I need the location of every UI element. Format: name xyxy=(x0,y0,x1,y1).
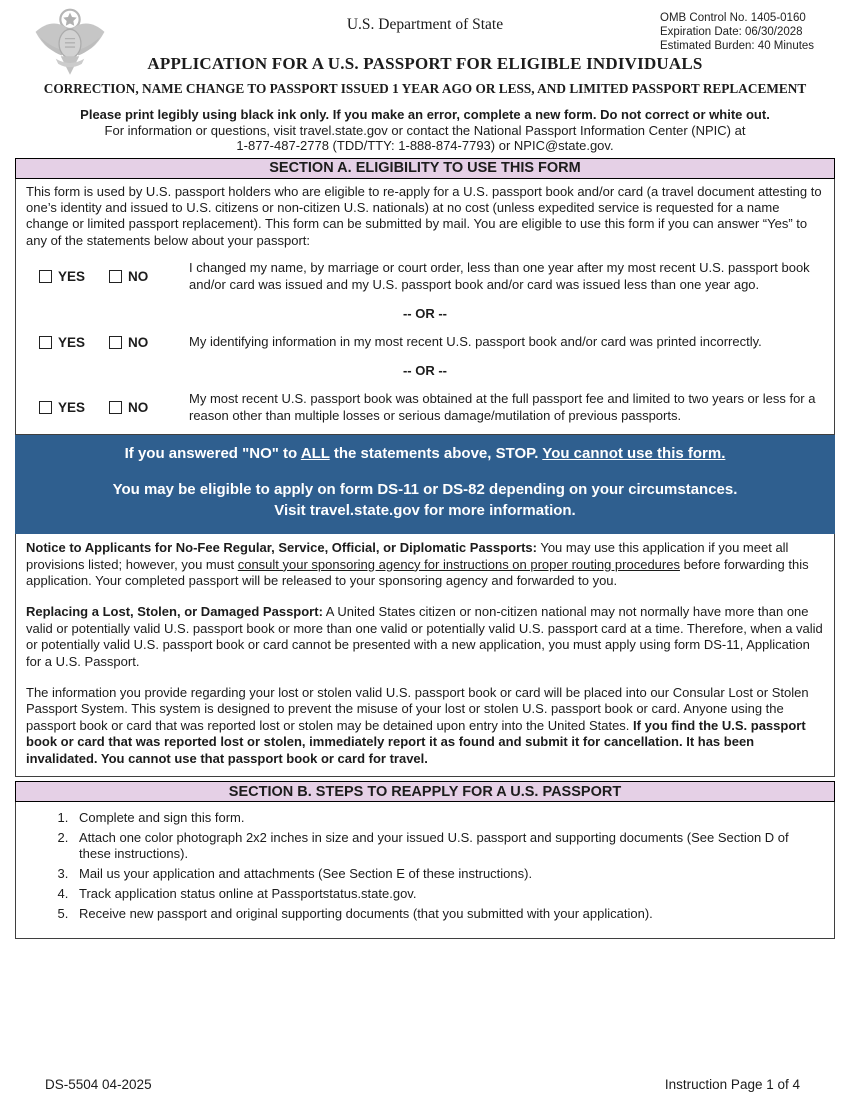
step-item-3: 3. Mail us your application and attachments (See Section E of these instructions). xyxy=(72,866,812,882)
lost-stolen-notice-bold: If you find the U.S. passport book or card that was reported lost or stolen, immediately report it as found and submit it for cancellation. It has been invalidated. You cannot use that passport book or card for travel. xyxy=(26,717,806,766)
form-subtitle: CORRECTION, NAME CHANGE TO PASSPORT ISSUED 1 YEAR AGO OR LESS, AND LIMITED PASSPORT REPLACEMENT xyxy=(43,81,807,96)
step-item-1: 1. Complete and sign this form. xyxy=(72,810,812,826)
statement-2-yes-checkbox[interactable] xyxy=(39,336,52,349)
statement-3-no-checkbox[interactable] xyxy=(109,401,122,414)
no-fee-notice-heading: Notice to Applicants for No-Fee Regular, Service, Official, or Diplomatic Passports: xyxy=(26,540,537,556)
department-of-state-seal-icon xyxy=(28,5,112,84)
statement-row-1 xyxy=(26,260,824,293)
section-a-body xyxy=(15,179,835,436)
step-item-4: 4. Track application status online at Passportstatus.state.gov. xyxy=(72,886,812,902)
stop-line1-all: ALL xyxy=(300,445,330,463)
eligibility-intro-text: This form is used by U.S. passport holders who are eligible to re-apply for a U.S. passport book and/or card (a travel document attesting to one’s identity and issued to U.S. citizens or non-citizen U.S. nationals) at no cost (unless expedited service is requested for a name change or limited passport replacement). This form can be submitted by mail. You are eligible to use this form if you can answer “Yes” to any of the statements below about your passport: xyxy=(26,183,822,248)
statement-3-yes-label: YES xyxy=(58,400,86,416)
section-a-header xyxy=(15,158,835,179)
lost-stolen-notice xyxy=(26,685,824,767)
statement-2-no-checkbox[interactable] xyxy=(109,336,122,349)
stop-line1-pre: If you answered "NO" to xyxy=(124,445,301,463)
or-separator-1: -- OR -- xyxy=(402,305,448,321)
stop-line1-cannot-use: You cannot use this form. xyxy=(542,445,726,463)
no-fee-notice-text-a: You may use this application if you meet all provisions listed; however, you must xyxy=(26,540,789,572)
reapply-steps-list xyxy=(26,810,824,922)
statement-2-yes-no-group xyxy=(39,335,189,350)
statement-3-text: My most recent U.S. passport book was obtained at the full passport fee and limited to two years or less for a reason other than multiple losses or serious damage/mutilation of previous passports. xyxy=(189,391,816,423)
no-fee-notice-underlined: consult your sponsoring agency for instructions on proper routing procedures xyxy=(237,556,680,572)
form-number: DS-5504 04-2025 xyxy=(45,1077,152,1092)
omb-estimated-burden: Estimated Burden: 40 Minutes xyxy=(660,40,815,53)
omb-expiration-date: Expiration Date: 06/30/2028 xyxy=(660,26,803,39)
page-number: Instruction Page 1 of 4 xyxy=(664,1077,800,1092)
step-item-5: 5. Receive new passport and original supporting documents (that you submitted with your application). xyxy=(72,906,812,922)
page-footer xyxy=(45,1077,800,1092)
notices-body xyxy=(15,534,835,777)
section-a-title: SECTION A. ELIGIBILITY TO USE THIS FORM xyxy=(269,160,581,176)
replacing-notice-heading: Replacing a Lost, Stolen, or Damaged Passport: xyxy=(26,604,323,620)
section-b-header xyxy=(15,781,835,802)
statement-3-no-label: NO xyxy=(128,400,149,416)
statement-row-3 xyxy=(26,391,824,424)
info-instruction-line: For information or questions, visit travel.state.gov or contact the National Passport Information Center (NPIC) at xyxy=(104,122,746,138)
stop-line1-mid: the statements above, STOP. xyxy=(329,445,543,463)
statement-row-2 xyxy=(26,334,824,350)
replacing-passport-notice xyxy=(26,604,824,670)
agency-name: U.S. Department of State xyxy=(346,16,504,33)
statement-2-yes-label: YES xyxy=(58,334,86,350)
statement-1-no-label: NO xyxy=(128,269,149,285)
statement-2-text: My identifying information in my most recent U.S. passport book and/or card was printed incorrectly. xyxy=(189,333,762,349)
statement-1-yes-no-group xyxy=(39,269,189,284)
statement-1-no-checkbox[interactable] xyxy=(109,270,122,283)
statement-3-yes-no-group xyxy=(39,400,189,415)
stop-banner-line-3: Visit travel.state.gov for more information. xyxy=(274,502,576,520)
stop-banner-line-1 xyxy=(42,445,808,462)
omb-control-number: OMB Control No. 1405-0160 xyxy=(660,12,806,24)
no-fee-notice-text-b: before forwarding this application. Your completed passport will be released to your sponsoring agency and forwarded to you. xyxy=(26,556,809,588)
print-instruction-line: Please print legibly using black ink only. If you make an error, complete a new form. Do not correct or white out. xyxy=(80,107,770,122)
statement-1-yes-checkbox[interactable] xyxy=(39,270,52,283)
or-separator-2: -- OR -- xyxy=(402,363,448,379)
statement-1-text: I changed my name, by marriage or court order, less than one year after my most recent U.S. passport book and/or card was issued and my U.S. passport book and/or card was issued less than one year ago. xyxy=(189,260,810,292)
section-b-title: SECTION B. STEPS TO REAPPLY FOR A U.S. PASSPORT xyxy=(228,783,622,800)
contact-instruction-line: 1-877-487-2778 (TDD/TTY: 1-888-874-7793) or NPIC@state.gov. xyxy=(236,138,614,153)
stop-banner xyxy=(15,435,835,534)
replacing-notice-text: A United States citizen or non-citizen national may not normally have more than one valid or potentially valid U.S. passport book or more than one valid or potentially valid U.S. passport card at a time. Therefore, when a valid or potentially valid U.S. passport book or card cannot be presented with a new application, you must apply using form DS-11, Application for a U.S. Passport. xyxy=(26,604,823,669)
statement-2-no-label: NO xyxy=(128,334,149,350)
omb-block xyxy=(660,11,836,53)
statement-3-yes-checkbox[interactable] xyxy=(39,401,52,414)
step-item-2: 2. Attach one color photograph 2x2 inches in size and your issued U.S. passport and supporting documents (See Section D of these instructions). xyxy=(72,830,812,863)
stop-banner-line-2: You may be eligible to apply on form DS-11 or DS-82 depending on your circumstances. xyxy=(112,481,738,499)
section-b-body xyxy=(15,802,835,939)
statement-1-yes-label: YES xyxy=(58,269,86,285)
form-title: APPLICATION FOR A U.S. PASSPORT FOR ELIGIBLE INDIVIDUALS xyxy=(147,54,703,73)
lost-stolen-notice-text: The information you provide regarding your lost or stolen valid U.S. passport book or card will be placed into our Consular Lost or Stolen Passport System. This system is designed to prevent the misuse of your lost or stolen U.S. passport book or card. Anyone using the passport book or card that was reported lost or stolen may be detained upon entry into the United States. xyxy=(26,685,809,733)
no-fee-passport-notice xyxy=(26,540,824,589)
